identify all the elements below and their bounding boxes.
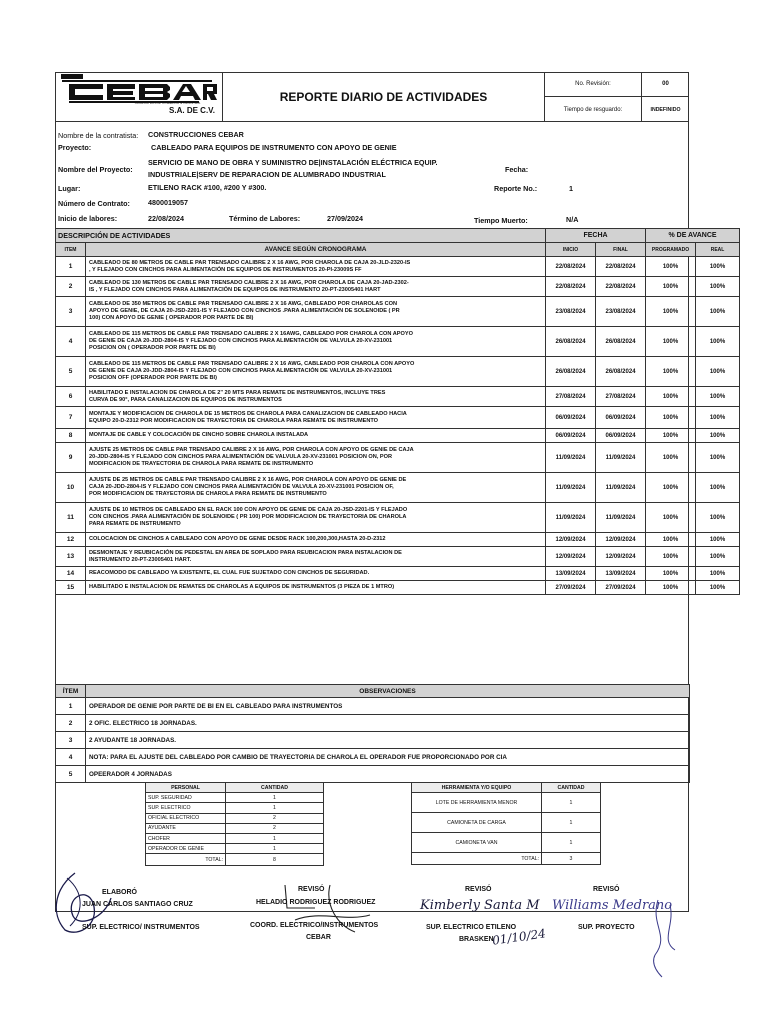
row-description	[86, 429, 546, 443]
row-real: 100%	[696, 297, 740, 327]
personnel-name: SUP. ELECTRICO	[146, 803, 226, 813]
observation-item: 1	[56, 698, 86, 715]
signature-1-heading: ELABORÓ	[102, 889, 137, 896]
observation-row	[56, 698, 690, 715]
row-description-line: DESMONTAJE Y REUBICACIÓN DE PEDESTAL EN AREA DE SOPLADO PARA REUBICACION PARA INSTALACION DE	[89, 549, 402, 556]
row-item: 9	[56, 443, 86, 473]
row-description-line: DE GENIE DE CAJA 20-JDD-2804-IS Y FLEJADO CON CINCHOS PARA ALIMENTACIÓN DE VALVULA 20-XV-231001	[89, 368, 393, 374]
row-description-line: POSICION OFF (OPERADOR POR PARTE DE BI)	[89, 374, 217, 381]
signature-4-scribble-icon	[640, 895, 690, 980]
observation-text: NOTA: PARA EL AJUSTE DEL CABLEADO POR CAMBIO DE TRAYECTORIA DE CHAROLA EL OPERADOR FUE PROPORCIONADO POR CIA	[86, 749, 690, 766]
observation-row	[56, 749, 690, 766]
row-item: 3	[56, 297, 86, 327]
contractor-label: Nombre de la contratista:	[58, 131, 139, 140]
activities-section-label: DESCRIPCIÓN DE ACTIVIDADES	[56, 229, 546, 243]
row-start-date: 27/09/2024	[546, 581, 596, 595]
row-planned: 100%	[646, 407, 696, 429]
row-real: 100%	[696, 503, 740, 533]
tool-name: CAMIONETA DE CARGA	[412, 813, 542, 833]
row-description-line: POSICION ON ( OPERADOR POR PARTE DE BI)	[89, 344, 216, 351]
row-description	[86, 277, 546, 297]
row-description-line: 20-JDD-2804-IS Y FLEJADO CON CINCHOS PARA ALIMENTACIÓN DE VALVULA 20-XV-231001 POSICION ON, POR	[89, 454, 393, 460]
row-start-date: 27/08/2024	[546, 387, 596, 407]
row-item: 15	[56, 581, 86, 595]
row-description-line: MONTAJE Y MODIFICACION DE CHAROLA DE 15 METROS DE CHAROLA PARA CANALIZACION DE CABLEADO HACIA	[89, 410, 407, 417]
row-end-date: 26/08/2024	[596, 327, 646, 357]
personnel-total-value: 8	[226, 854, 324, 866]
row-real: 100%	[696, 277, 740, 297]
row-planned: 100%	[646, 257, 696, 277]
row-real: 100%	[696, 533, 740, 547]
row-item: 12	[56, 533, 86, 547]
row-description-line: HABILITADO E INSTALACION DE CHAROLA DE 2" 20 MTS PARA REMATE DE INSTRUMENTOS, INCLUYE TRES	[89, 389, 386, 396]
row-end-date: 26/08/2024	[596, 357, 646, 387]
retention-value: INDEFINIDO	[641, 97, 689, 122]
place-label: Lugar:	[58, 184, 81, 193]
personnel-name: OPERADOR DE GENIE	[146, 844, 226, 854]
observation-item: 3	[56, 732, 86, 749]
tool-name: CAMIONETA VAN	[412, 833, 542, 853]
row-end-date: 13/09/2024	[596, 567, 646, 581]
signature-3-heading: REVISÓ	[465, 886, 492, 893]
row-description-line: CABLEADO DE 350 METROS DE CABLE PAR TRENSADO CALIBRE 2 X 16 AWG, CABLEADO POR CHAROLAS CON	[89, 301, 397, 308]
row-start-date: 26/08/2024	[546, 327, 596, 357]
row-planned: 100%	[646, 533, 696, 547]
table-row	[56, 567, 740, 581]
col-real-header: REAL	[696, 243, 740, 257]
row-end-date: 27/08/2024	[596, 387, 646, 407]
personnel-qty: 1	[226, 844, 324, 854]
row-end-date: 27/09/2024	[596, 581, 646, 595]
row-start-date: 23/08/2024	[546, 297, 596, 327]
personnel-table	[145, 782, 324, 866]
row-planned: 100%	[646, 547, 696, 567]
tool-name: LOTE DE HERRAMIENTA MENOR	[412, 793, 542, 813]
observation-row	[56, 732, 690, 749]
end-value: 27/09/2024	[327, 214, 363, 223]
table-row	[56, 257, 740, 277]
row-real: 100%	[696, 473, 740, 503]
tools-total-label: TOTAL:	[412, 853, 542, 865]
signature-1-role: SUP. ELECTRICO/ INSTRUMENTOS	[82, 924, 200, 931]
contractor-value: CONSTRUCCIONES CEBAR	[148, 130, 244, 139]
row-description-line: INSTRUMENTO 20-PT-23005401 HART.	[89, 556, 192, 563]
observation-text: 2 AYUDANTE 18 JORNADAS.	[86, 732, 690, 749]
row-description-line: CAJA 20-JDD-2804-IS Y FLEJADO CON CINCHOS PARA ALIMENTACIÓN DE VALVULA 20-XV-231001 POSICION OF,	[89, 484, 394, 490]
project-name-line1: SERVICIO DE MANO DE OBRA Y SUMINISTRO DE|INSTALACIÓN ELÉCTRICA EQUIP.	[148, 158, 438, 167]
table-row	[56, 277, 740, 297]
row-end-date: 12/09/2024	[596, 547, 646, 567]
row-description-line: EQUIPO 20-D-2312 POR MODIFICACION DE TRAYECTORIA DE CHAROLA PARA REMATE DE INSTRUMENTO	[89, 417, 379, 424]
row-item: 10	[56, 473, 86, 503]
dead-time-value: N/A	[566, 215, 579, 224]
row-planned: 100%	[646, 357, 696, 387]
row-start-date: 12/09/2024	[546, 533, 596, 547]
row-end-date: 11/09/2024	[596, 473, 646, 503]
signature-3-company: BRASKEN	[459, 936, 494, 943]
row-description	[86, 297, 546, 327]
personnel-qty: 2	[226, 823, 324, 833]
cebar-logo-icon	[59, 74, 219, 104]
row-description-line: APOYO DE GENIE, DE CAJA 20-JSD-2201-IS Y FLEJADO CON CINCHOS .PARA ALIMENTACIÓN DE SOLENOIDE ( PR	[89, 308, 400, 314]
row-end-date: 12/09/2024	[596, 533, 646, 547]
table-row	[56, 581, 740, 595]
row-description-line: AJUSTE 25 METROS DE CABLE PAR TRENSADO CALIBRE 2 X 16 AWG, POR CHAROLA CON APOYO DE GENIE DE CAJA	[89, 447, 414, 454]
observation-row	[56, 715, 690, 732]
row-item: 5	[56, 357, 86, 387]
row-planned: 100%	[646, 327, 696, 357]
row-planned: 100%	[646, 443, 696, 473]
signature-2-heading: REVISÓ	[298, 886, 325, 893]
row-item: 1	[56, 257, 86, 277]
report-header	[55, 72, 689, 122]
observations-table	[55, 684, 690, 783]
logo-tagline: SUMINISTROS AL COMERCIO & INDUSTRIA	[134, 101, 201, 105]
row-end-date: 11/09/2024	[596, 443, 646, 473]
personnel-row	[146, 833, 324, 843]
row-item: 8	[56, 429, 86, 443]
row-item: 4	[56, 327, 86, 357]
row-description	[86, 443, 546, 473]
tools-col-qty: CANTIDAD	[542, 783, 601, 793]
row-description	[86, 407, 546, 429]
tool-row	[412, 833, 601, 853]
row-description	[86, 327, 546, 357]
personnel-row	[146, 844, 324, 854]
row-description-line: HABILITADO E INSTALACION DE REMATES DE CHAROLAS A EQUIPOS DE INSTRUMENTOS (3 PIEZA DE 1 MTRO)	[89, 584, 395, 590]
table-row	[56, 533, 740, 547]
contract-value: 4800019057	[148, 198, 188, 207]
row-planned: 100%	[646, 473, 696, 503]
retention-label: Tiempo de resguardo:	[563, 106, 623, 113]
row-start-date: 22/08/2024	[546, 257, 596, 277]
start-value: 22/08/2024	[148, 214, 184, 223]
tool-qty: 1	[542, 813, 601, 833]
row-description-line: COLOCACION DE CINCHOS A CABLEADO CON APOYO DE GENIE DESDE RACK 100,200,300,HASTA 20-D-2312	[89, 536, 386, 542]
row-planned: 100%	[646, 581, 696, 595]
row-start-date: 11/09/2024	[546, 503, 596, 533]
row-end-date: 11/09/2024	[596, 503, 646, 533]
row-real: 100%	[696, 357, 740, 387]
row-description-line: PARA REMATE DE INSTRUMENTO	[89, 520, 181, 527]
col-start-header: INICIO	[546, 243, 596, 257]
signature-2-role: COORD. ELECTRICO/INSTRUMENTOS	[250, 922, 379, 929]
row-start-date: 26/08/2024	[546, 357, 596, 387]
dead-time-label: Tiempo Muerto:	[474, 216, 528, 225]
project-name-label: Nombre del Proyecto:	[58, 165, 133, 174]
row-real: 100%	[696, 327, 740, 357]
table-row	[56, 443, 740, 473]
row-end-date: 06/09/2024	[596, 429, 646, 443]
personnel-name: OFICIAL ELECTRICO	[146, 813, 226, 823]
date-label: Fecha:	[505, 165, 529, 174]
row-description-line: 100) CON APOYO DE GENIE ( OPERADOR POR PARTE DE BI)	[89, 314, 254, 321]
company-suffix: S.A. DE C.V.	[169, 106, 215, 115]
row-real: 100%	[696, 407, 740, 429]
project-label: Proyecto:	[58, 143, 92, 152]
table-row	[56, 547, 740, 567]
col-desc-header: AVANCE SEGÚN CRONOGRAMA	[86, 243, 546, 257]
row-description-line: CABLEADO DE 115 METROS DE CABLE PAR TRENSADO CALIBRE 2 X 16AWG, CABLEADO POR CHAROLA CON APOYO	[89, 331, 413, 338]
place-value: ETILENO RACK #100, #200 Y #300.	[148, 183, 267, 192]
signature-1-name: JUAN CARLOS SANTIAGO CRUZ	[82, 901, 193, 908]
row-start-date: 22/08/2024	[546, 277, 596, 297]
personnel-qty: 1	[226, 803, 324, 813]
personnel-qty: 2	[226, 813, 324, 823]
row-item: 14	[56, 567, 86, 581]
row-description-line: CURVA DE 90°, PARA CANALIZACION DE EQUIPOS DE INSTRUMENTOS	[89, 396, 282, 403]
col-item-header: ITEM	[56, 243, 86, 257]
signature-2-scribble-icon	[275, 880, 380, 940]
row-start-date: 13/09/2024	[546, 567, 596, 581]
row-description-line: , Y FLEJADO CON CINCHOS PARA ALIMENTACIÓN DE EQUIPOS DE INSTRUMENTOS 20-PI-23009S FF	[89, 266, 362, 273]
personnel-col-name: PERSONAL	[146, 783, 226, 793]
row-planned: 100%	[646, 277, 696, 297]
row-description-line: POR MODIFICACION DE TRAYECTORIA DE CHAROLA PARA REMATE DE INSTRUMENTO	[89, 490, 327, 497]
tool-row	[412, 813, 601, 833]
project-name-line2: INDUSTRIALE|SERV DE REPARACION DE ALUMBRADO INDUSTRIAL	[148, 170, 386, 179]
observation-row	[56, 766, 690, 783]
row-description-line: AJUSTE DE 25 METROS DE CABLE PAR TRENSADO CALIBRE 2 X 16 AWG, POR CHAROLA CON APOYO DE GENIE DE	[89, 477, 407, 484]
observation-item: 2	[56, 715, 86, 732]
row-item: 2	[56, 277, 86, 297]
personnel-row	[146, 793, 324, 803]
row-description-line: AJUSTE DE 10 METROS DE CABLEADO EN EL RACK 100 CON APOYO DE GENIE DE CAJA 20-JSD-2201-IS Y FLEJADO	[89, 507, 408, 514]
table-row	[56, 407, 740, 429]
row-real: 100%	[696, 547, 740, 567]
row-planned: 100%	[646, 297, 696, 327]
row-description-line: CON CINCHOS .PARA ALIMENTACIÓN DE SOLENOIDE ( PR 100) POR MODIFICACION DE TRAYECTORIA DE CHAROLA	[89, 514, 407, 520]
row-real: 100%	[696, 387, 740, 407]
row-planned: 100%	[646, 503, 696, 533]
signature-2-company: CEBAR	[306, 934, 331, 941]
row-description-line: CABLEADO DE 80 METROS DE CABLE PAR TRENSADO CALIBRE 2 X 16 AWG, POR CHAROLA DE CAJA 20-JLD-2320-IS	[89, 259, 411, 266]
personnel-name: AYUDANTE	[146, 823, 226, 833]
row-description-line: IS , Y FLEJADO CON CINCHOS PARA ALIMENTACIÓN DE EQUIPOS DE INSTRUMENTO 20-PT-23005401 HART	[89, 286, 381, 293]
table-row	[56, 297, 740, 327]
row-description	[86, 503, 546, 533]
row-description-line: REACOMODO DE CABLEADO YA EXISTENTE, EL CUAL FUE SUJETADO CON CINCHOS DE SEGURIDAD.	[89, 570, 370, 576]
row-description-line: MONTAJE DE CABLE Y COLOCACIÓN DE CINCHO SOBRE CHAROLA INSTALADA	[89, 432, 309, 438]
row-end-date: 22/08/2024	[596, 277, 646, 297]
page-title: REPORTE DIARIO DE ACTIVIDADES	[223, 72, 545, 122]
tools-col-name: HERRAMIENTA Y/O EQUIPO	[412, 783, 542, 793]
row-description-line: CABLEADO DE 130 METROS DE CABLE PAR TRENSADO CALIBRE 2 X 16 AWG, POR CHAROLA DE CAJA 20-JAD-2302-	[89, 279, 409, 286]
table-row	[56, 327, 740, 357]
row-description	[86, 567, 546, 581]
row-start-date: 12/09/2024	[546, 547, 596, 567]
row-item: 7	[56, 407, 86, 429]
row-description	[86, 581, 546, 595]
table-row	[56, 503, 740, 533]
row-description-line: MODIFICACION DE TRAYECTORIA DE CHAROLA PARA REMATE DE INSTRUMENTO	[89, 460, 314, 467]
personnel-row	[146, 803, 324, 813]
row-start-date: 06/09/2024	[546, 429, 596, 443]
revision-label: No. Revisión:	[575, 81, 611, 87]
row-end-date: 23/08/2024	[596, 297, 646, 327]
row-real: 100%	[696, 257, 740, 277]
row-description	[86, 533, 546, 547]
personnel-col-qty: CANTIDAD	[226, 783, 324, 793]
row-item: 13	[56, 547, 86, 567]
row-description-line: CABLEADO DE 115 METROS DE CABLE PAR TRENSADO CALIBRE 2 X 16 AWG, CABLEADO POR CHAROLA CON APOYO	[89, 361, 415, 368]
row-real: 100%	[696, 429, 740, 443]
observation-text: 2 OFIC. ELECTRICO 18 JORNADAS.	[86, 715, 690, 732]
personnel-total-label: TOTAL:	[146, 854, 226, 866]
row-description	[86, 387, 546, 407]
row-description-line: DE GENIE DE CAJA 20-JDD-2804-IS Y FLEJADO CON CINCHOS PARA ALIMENTACIÓN DE VALVULA 20-XV-231001	[89, 338, 393, 344]
tools-total-value: 3	[542, 853, 601, 865]
row-planned: 100%	[646, 387, 696, 407]
row-end-date: 22/08/2024	[596, 257, 646, 277]
table-row	[56, 387, 740, 407]
report-number-label: Reporte No.:	[494, 184, 538, 193]
date-group-header: FECHA	[546, 229, 646, 243]
personnel-row	[146, 813, 324, 823]
row-end-date: 06/09/2024	[596, 407, 646, 429]
project-value: CABLEADO PARA EQUIPOS DE INSTRUMENTO CON APOYO DE GENIE	[151, 143, 397, 152]
report-number-value: 1	[569, 184, 573, 193]
observation-text: OPEERADOR 4 JORNADAS	[86, 766, 690, 783]
signature-4-handwriting: Williams Medrano	[552, 898, 673, 913]
tools-table	[411, 782, 601, 865]
row-start-date: 11/09/2024	[546, 473, 596, 503]
observation-item: 5	[56, 766, 86, 783]
row-real: 100%	[696, 581, 740, 595]
observation-item: 4	[56, 749, 86, 766]
row-description	[86, 547, 546, 567]
row-description	[86, 257, 546, 277]
signature-4-role: SUP. PROYECTO	[578, 924, 635, 931]
table-row	[56, 473, 740, 503]
row-description	[86, 357, 546, 387]
observations-item-header: ÍTEM	[56, 685, 86, 698]
observations-title: OBSERVACIONES	[86, 685, 690, 698]
row-start-date: 11/09/2024	[546, 443, 596, 473]
personnel-name: SUP. SEGURIDAD	[146, 793, 226, 803]
row-planned: 100%	[646, 429, 696, 443]
personnel-qty: 1	[226, 833, 324, 843]
company-logo	[55, 72, 223, 122]
signature-3-role: SUP. ELECTRICO ETILENO	[426, 924, 517, 931]
signature-3-date: 01/10/24	[491, 926, 547, 948]
row-item: 6	[56, 387, 86, 407]
start-label: Inicio de labores:	[58, 214, 118, 223]
progress-group-header: % DE AVANCE	[646, 229, 740, 243]
tool-qty: 1	[542, 793, 601, 813]
col-planned-header: PROGRAMADO	[646, 243, 696, 257]
row-start-date: 06/09/2024	[546, 407, 596, 429]
personnel-qty: 1	[226, 793, 324, 803]
row-description	[86, 473, 546, 503]
row-real: 100%	[696, 443, 740, 473]
revision-box	[545, 72, 689, 122]
signature-3-handwriting: Kimberly Santa M	[420, 898, 540, 913]
row-real: 100%	[696, 567, 740, 581]
signature-4-heading: REVISÓ	[593, 886, 620, 893]
revision-value: 00	[641, 72, 689, 96]
personnel-row	[146, 823, 324, 833]
activities-table	[55, 228, 740, 595]
personnel-name: CHOFER	[146, 833, 226, 843]
end-label: Término de Labores:	[229, 214, 301, 223]
table-row	[56, 429, 740, 443]
observation-text: OPERADOR DE GENIE POR PARTE DE BI EN EL CABLEADO PARA INSTRUMENTOS	[86, 698, 690, 715]
tool-qty: 1	[542, 833, 601, 853]
tool-row	[412, 793, 601, 813]
contract-label: Número de Contrato:	[58, 199, 130, 208]
row-item: 11	[56, 503, 86, 533]
col-end-header: FINAL	[596, 243, 646, 257]
signature-2-name: HELADIO RODRIGUEZ RODRIGUEZ	[256, 899, 376, 906]
table-row	[56, 357, 740, 387]
row-planned: 100%	[646, 567, 696, 581]
